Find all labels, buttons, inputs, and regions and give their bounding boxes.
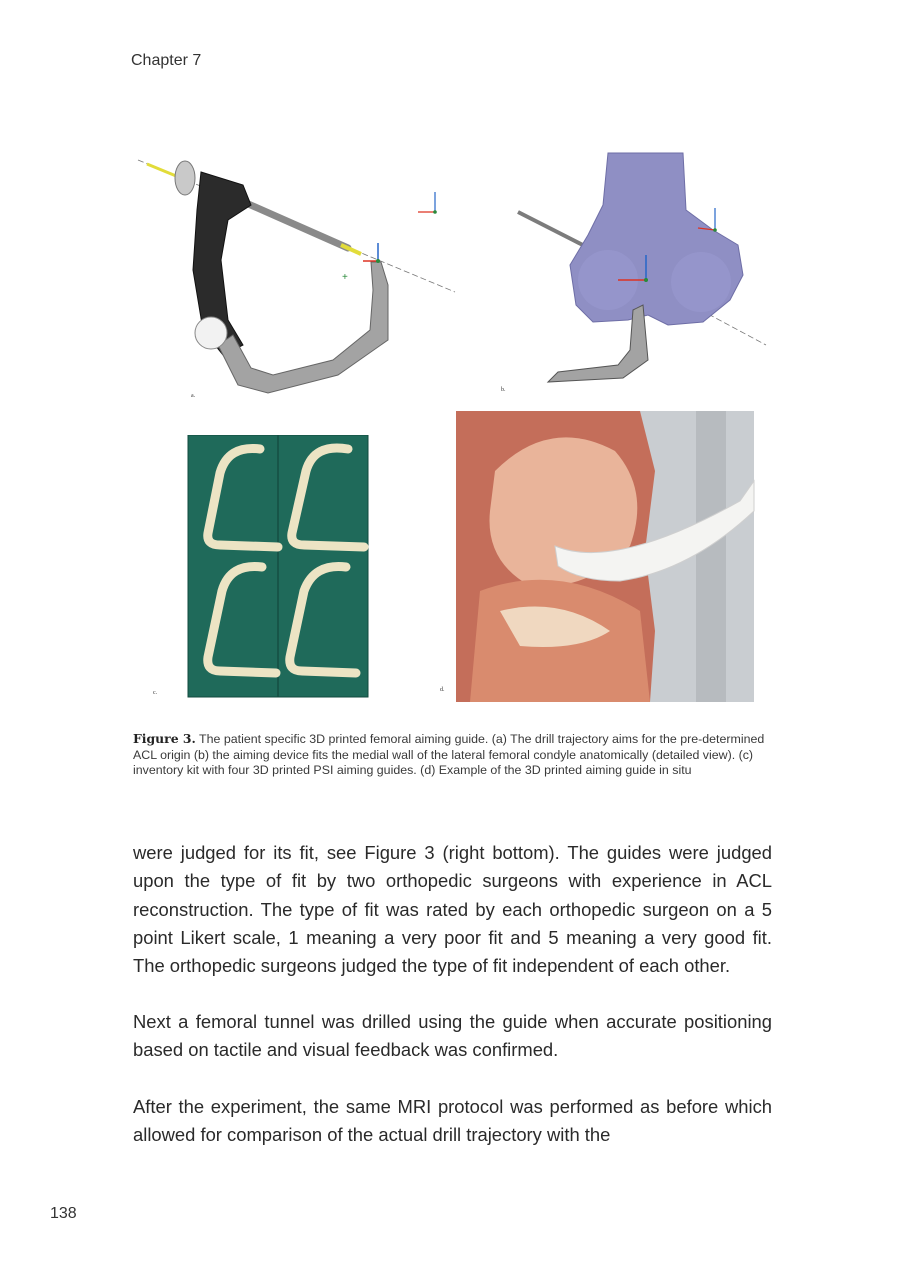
in-situ-photo <box>440 411 755 702</box>
panel-label-d: d. <box>440 687 445 693</box>
figure-panel-d <box>440 411 755 702</box>
button <box>195 317 227 349</box>
paragraph-3: After the experiment, the same MRI protocol was performed as before which allowed for comparison of the actual drill trajectory with the <box>133 1096 772 1146</box>
figure-panel-c <box>150 435 370 700</box>
figure-caption <box>133 731 773 779</box>
guide-arm <box>218 262 388 393</box>
panel-label-a: a. <box>191 393 196 399</box>
figure-panel-b <box>498 150 778 400</box>
paragraph-2: Next a femoral tunnel was drilled using the guide when accurate positioning based on tactile and visual feedback was confirmed. <box>133 1011 772 1061</box>
chapter-header: Chapter 7 <box>131 52 202 69</box>
page-number: 138 <box>50 1205 77 1222</box>
aiming-guide-cad-illustration <box>133 150 463 405</box>
figure-panel-a <box>133 150 463 405</box>
caption-text: The patient specific 3D printed femoral aiming guide. (a) The drill trajectory aims for the pre-determined ACL origin (b) the aiming device fits the medial wall of the lateral femoral condyle anatomically (detailed view). (c) inventory kit with four 3D printed PSI aiming guides. (d) Example of the 3D printed aiming guide in situ <box>133 732 765 778</box>
knob <box>175 161 195 195</box>
femoral-condyle-model-illustration <box>498 150 778 400</box>
figure-label: Figure 3. <box>133 731 196 746</box>
svg-text:+: + <box>342 272 348 283</box>
panel-label-b: b. <box>501 387 506 393</box>
paragraph-1: were judged for its fit, see Figure 3 (right bottom). The guides were judged upon the type of fit by two orthopedic surgeons with experience in ACL reconstruction. The type of fit was rated by each orthopedic surgeon on a 5 point Likert scale, 1 meaning a very poor fit and 5 meaning a very good fit. The orthopedic surgeons judged the type of fit independent of each other. <box>133 842 772 977</box>
panel-label-c: c. <box>153 690 158 696</box>
inventory-kit-photo <box>150 435 370 700</box>
